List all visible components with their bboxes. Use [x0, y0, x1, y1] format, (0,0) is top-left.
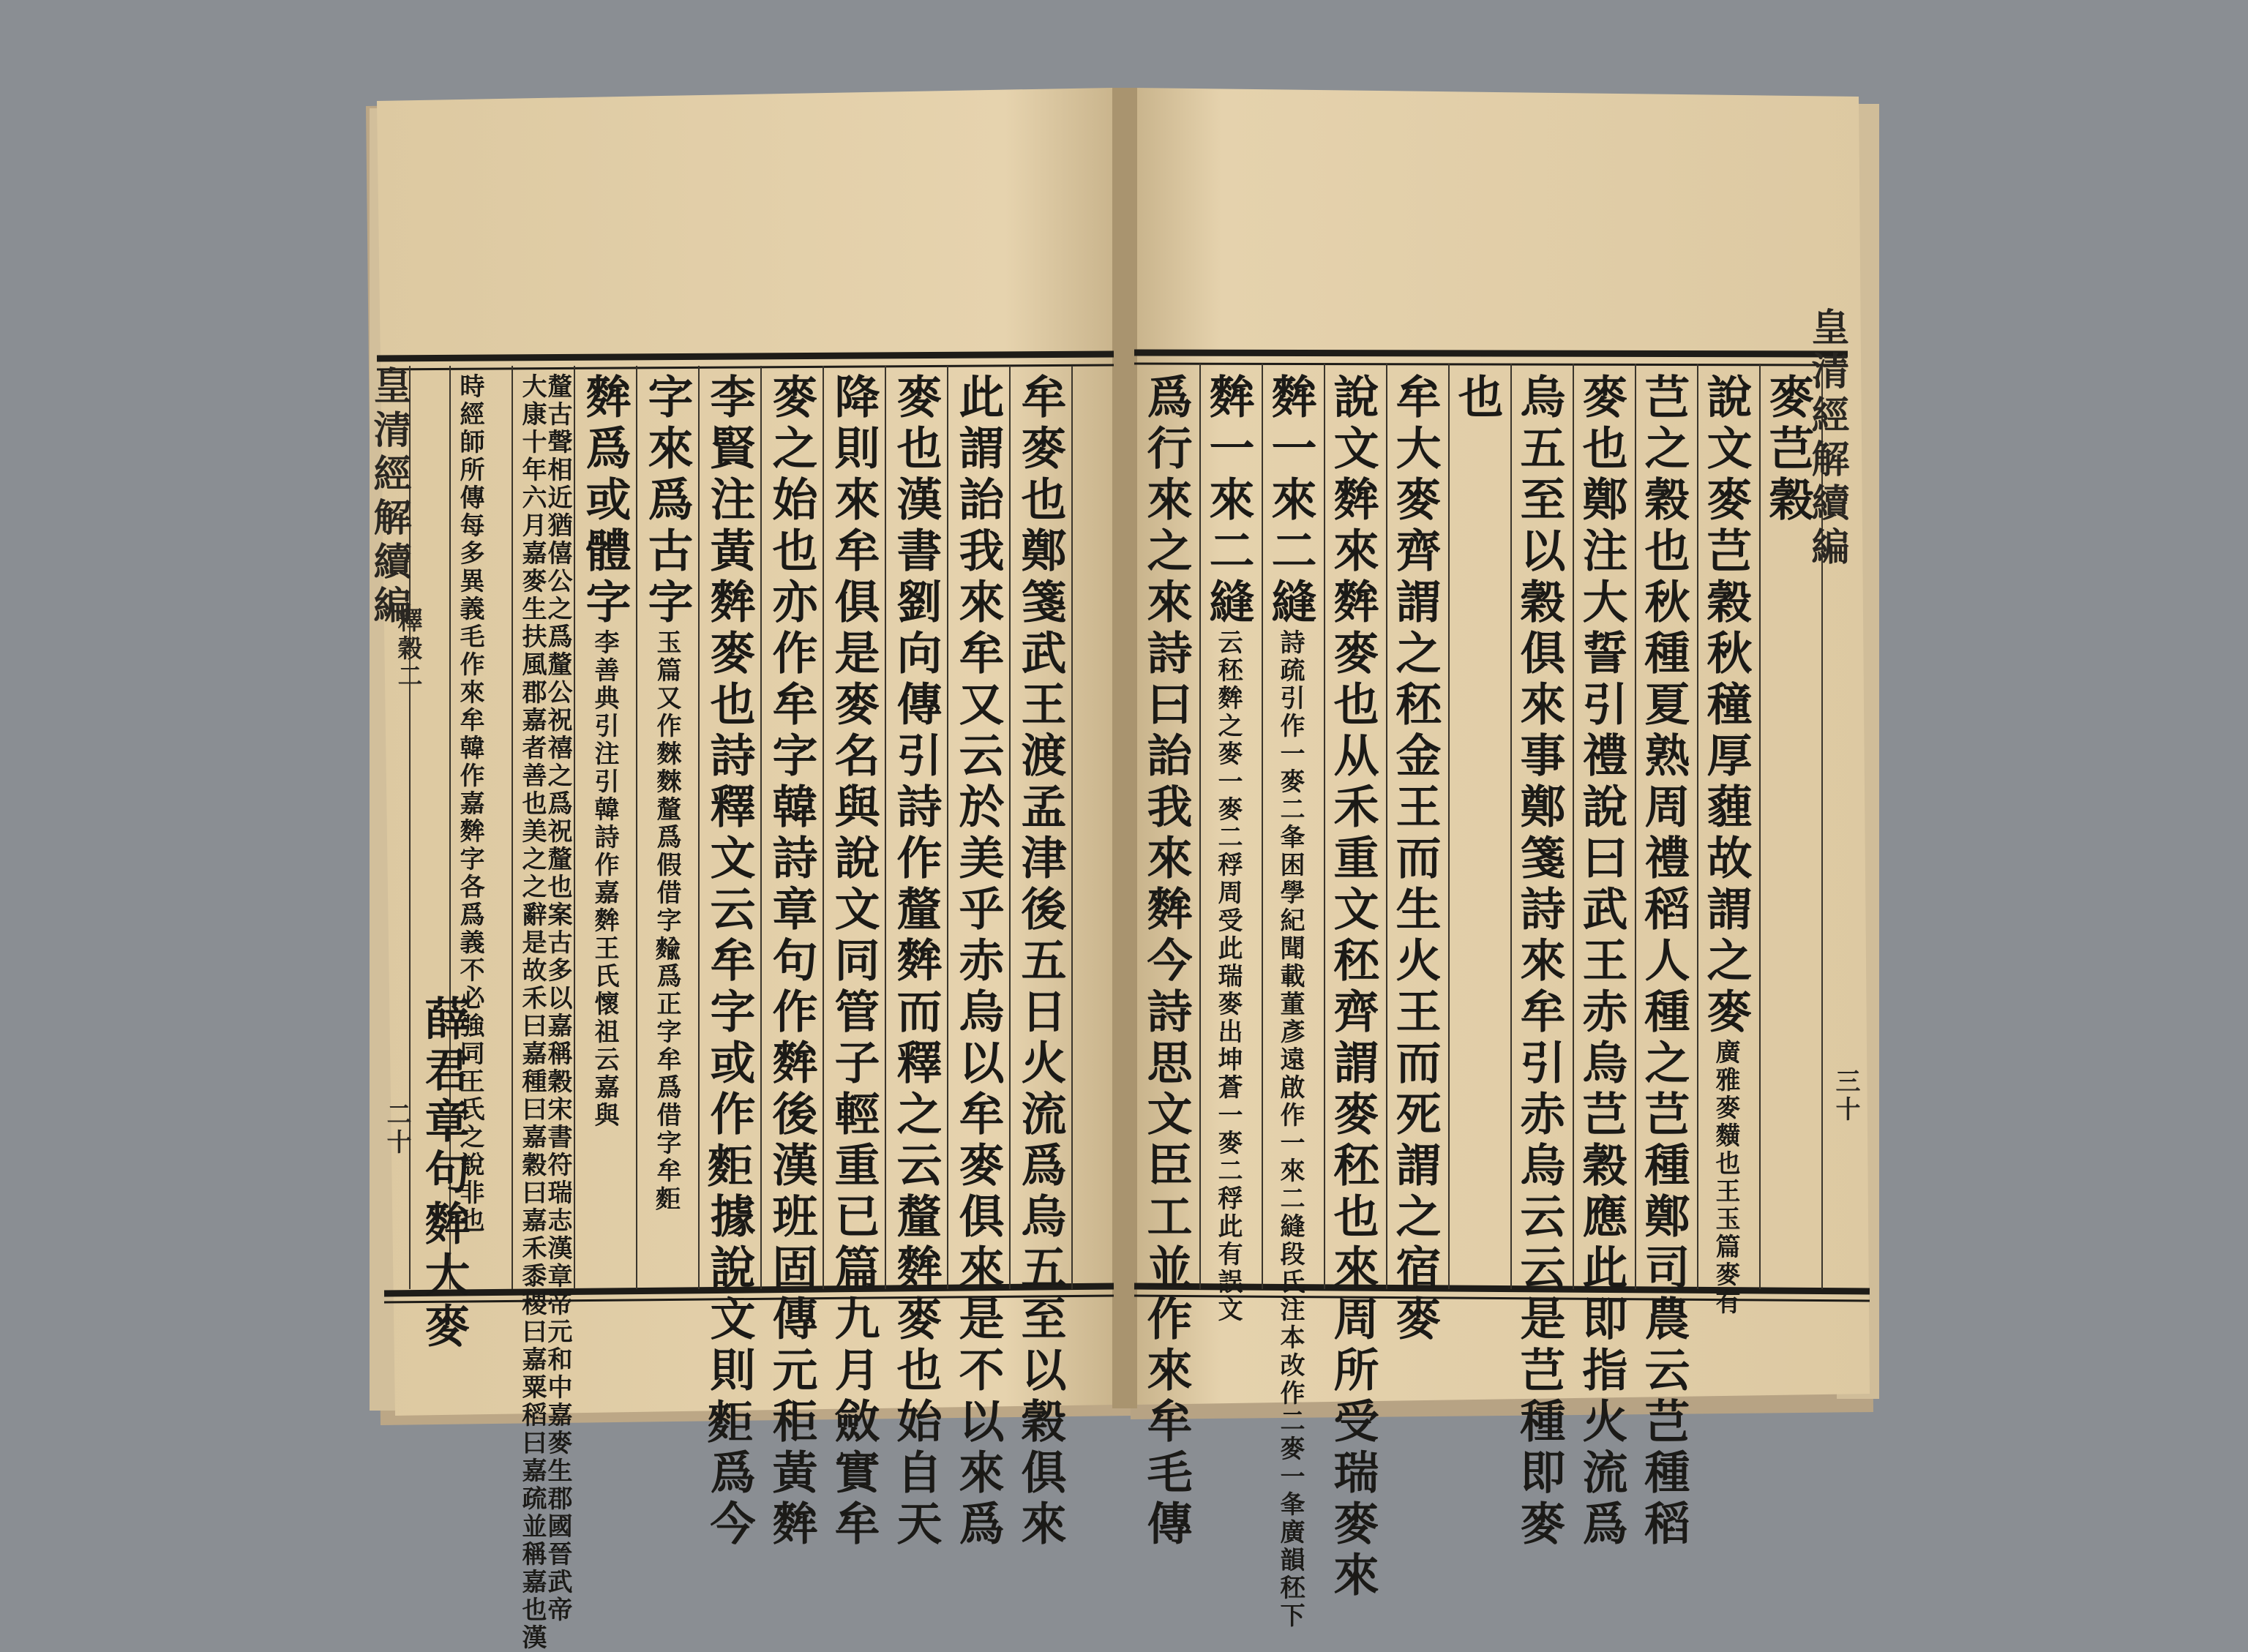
- gutter: [1112, 88, 1137, 1408]
- left-column-2: 此謂詒我來牟又云於美乎赤烏以牟麥俱來是不以來爲: [951, 373, 1005, 1551]
- left-column-5: 麥之始也亦作牟字韓詩章句作麰後漢班固傳元秬黃麰: [765, 373, 818, 1551]
- right-heading: 麥芑穀: [1761, 373, 1815, 527]
- left-header-volume: 釋穀二: [393, 607, 422, 691]
- right-column-9: 麰一來二縫云秠麰之麥一麥二稃周受此瑞麥出坤蒼一麥二稃此有誤文: [1202, 373, 1255, 1324]
- left-header-title: 皇清經解續編: [367, 366, 411, 629]
- left-column-11-tail: 薛君章句麰大麥: [417, 995, 471, 1353]
- left-page-number: 二十: [382, 1101, 411, 1157]
- left-column-3: 麥也漢書劉向傳引詩作釐麰而釋之云釐麰麥也始自天: [889, 373, 943, 1551]
- left-column-11: 時經師所傳每多異義毛作來牟韓作嘉麰字各爲義不必強同王氏之說非也: [455, 373, 484, 1235]
- left-column-7: 字來爲古字玉篇又作麳麳釐爲假借字𪍍爲正字牟爲借字牟𪌖: [640, 373, 694, 1213]
- right-page-number: 三十: [1831, 1068, 1860, 1124]
- right-column-4: 烏五至以穀俱來事鄭箋詩來牟引赤烏云云是芑種即麥: [1513, 373, 1566, 1551]
- right-column-7: 說文麰來麰麥也从禾重文秠齊謂麥秠也來周所受瑞麥來: [1326, 373, 1379, 1602]
- right-column-6: 牟大麥齊謂之秠金王而生火王而死謂之宿麥: [1388, 373, 1442, 1346]
- left-column-8: 麰爲或體字李善典引注引韓詩作嘉麰王氏懷祖云嘉與: [578, 373, 632, 1130]
- left-column-6: 李賢注黃麰麥也詩釋文云牟字或作𪌖據說文則𪌖爲今: [702, 373, 756, 1551]
- right-top-rule: [1134, 353, 1848, 354]
- right-column-3: 麥也鄭注大誓引禮說曰武王赤烏芑穀應此即指火流爲: [1575, 373, 1628, 1551]
- right-column-5: 也: [1450, 373, 1504, 424]
- right-column-10: 爲行來之來詩曰詒我來麰今詩思文臣工並作來牟毛傳: [1139, 373, 1193, 1551]
- left-column-9: 釐古聲相近猶僖公之爲釐公祝禧之爲祝釐也案古多以嘉稱穀宋書符瑞志漢章帝元和中嘉麥生郡國晉武帝: [543, 373, 572, 1624]
- left-top-rule: [377, 354, 1114, 358]
- right-column-2: 芑之穀也秋種夏熟周禮稻人種之芑種鄭司農云芑種稻: [1637, 373, 1690, 1551]
- right-header-title: 皇清經解續編: [1805, 307, 1849, 571]
- right-column-8: 麰一來二縫詩疏引作一麥二夆困學紀聞載董彥遠啟作一來二縫段氏注本改作二麥一夆廣韻秠下: [1264, 373, 1317, 1630]
- left-column-1: 牟麥也鄭箋武王渡孟津後五日火流爲烏五至以穀俱來: [1014, 373, 1067, 1551]
- left-column-10: 大康十年六月嘉麥生扶風郡嘉者善也美之之辭是故禾曰嘉種曰嘉穀曰嘉禾黍稷曰嘉粟稻曰嘉疏並稱嘉也漢: [517, 373, 547, 1652]
- right-column-1: 說文麥芑穀秋穜厚薶故謂之麥廣雅麥䵃也王玉篇麥有: [1699, 373, 1753, 1317]
- left-column-4: 降則來牟俱是麥名與說文同管子輕重已篇九月斂實牟: [827, 373, 880, 1551]
